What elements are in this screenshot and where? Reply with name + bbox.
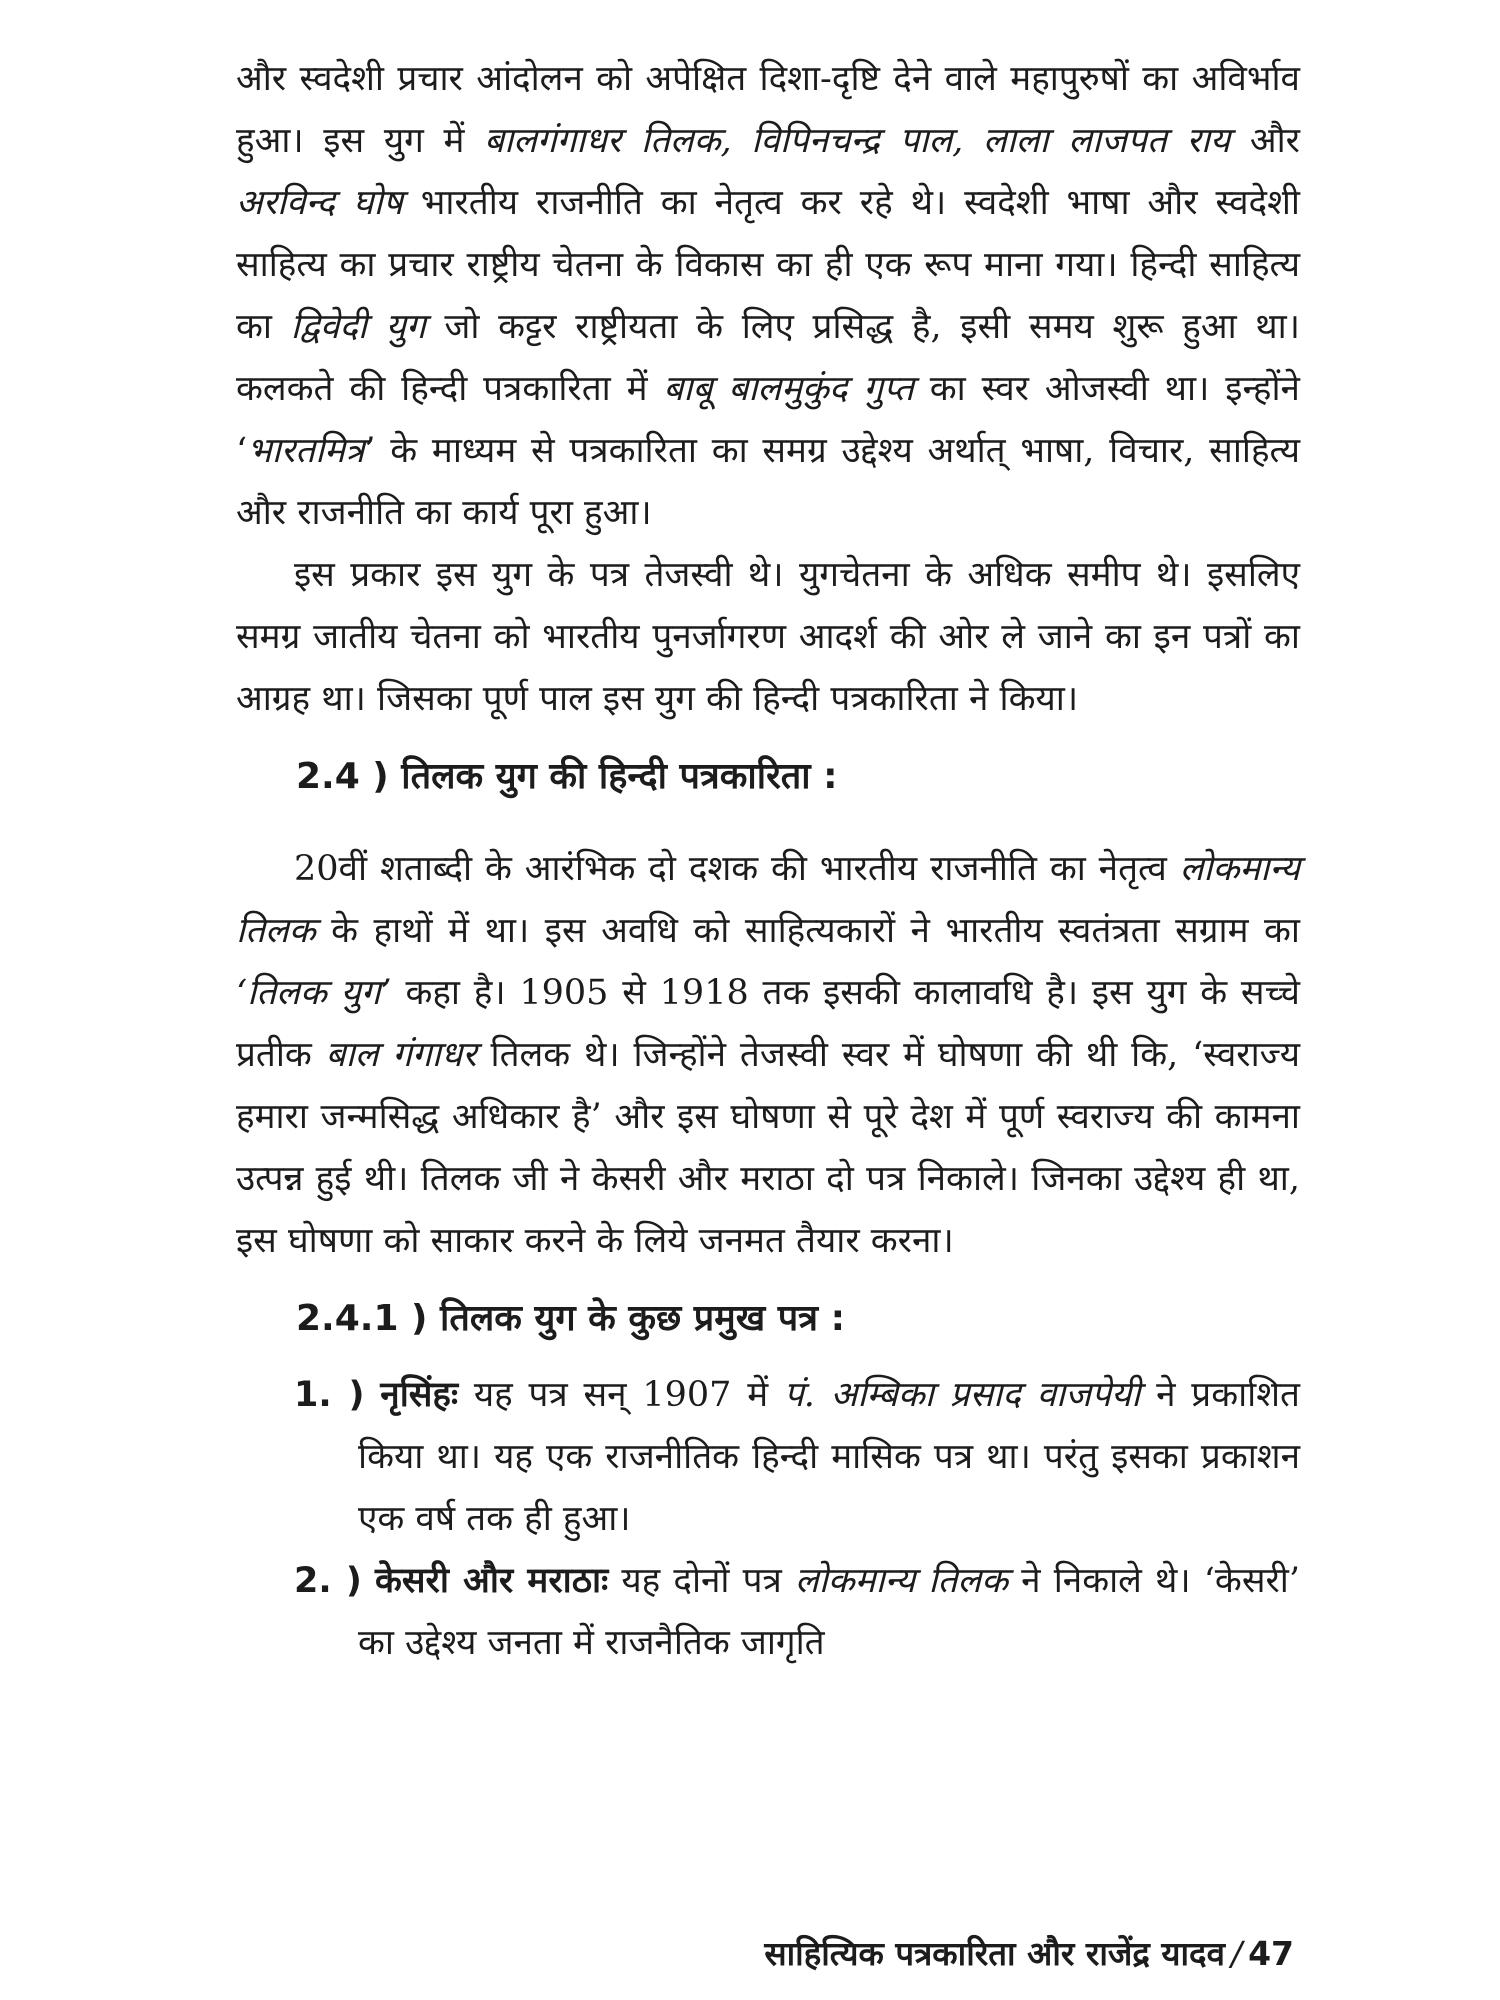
italic-name: लोकमान्य तिलक bbox=[794, 1561, 1009, 1601]
paragraph-3 bbox=[236, 838, 1300, 1272]
paragraph-1 bbox=[236, 48, 1300, 544]
text-run: जो कट्टर राष्ट्रीयता के लिए प्रसिद्ध है, इसी समय शुरू हुआ था। कलकते की हिन्दी पत्रकारिता में bbox=[236, 307, 1301, 409]
footer-separator: / bbox=[1230, 1934, 1243, 1973]
italic-publication: भारतमित्र bbox=[247, 431, 365, 471]
text-run: के हाथों में था। इस अवधि को साहित्यकारों ने भारतीय स्वतंत्रता सग्राम का bbox=[315, 911, 1300, 951]
text-run: कहा है। 1905 से 1918 तक इसकी कालावधि है। इस युग के सच्चे प्रतीक bbox=[236, 973, 1301, 1075]
paragraph-2: इस प्रकार इस युग के पत्र तेजस्वी थे। युगचेतना के अधिक समीप थे। इसलिए समग्र जातीय चेतना को भारतीय पुनर्जागरण आदर्श की ओर ले जाने का इन पत्रों का आग्रह था। जिसका पूर्ण पाल इस युग की हिन्दी पत्रकारिता ने किया। bbox=[236, 555, 1300, 719]
italic-name: बाल गंगाधर bbox=[325, 1035, 477, 1075]
list-item-2 bbox=[236, 1550, 1300, 1674]
italic-era: ‘तिलक युग’ bbox=[236, 973, 392, 1013]
text-run: का स्वर ओजस्वी था। इन्होंने ‘ bbox=[236, 369, 1300, 471]
list-term: नृसिंहः bbox=[380, 1374, 459, 1415]
italic-name: लोकमान्य तिलक bbox=[236, 849, 1300, 951]
section-heading-2-4: 2.4 ) तिलक युग की हिन्दी पत्रकारिता : bbox=[296, 756, 838, 797]
page-number: 47 bbox=[1248, 1934, 1294, 1973]
text-run: और bbox=[1230, 121, 1300, 161]
page-footer bbox=[764, 1934, 1294, 1974]
list-number: 1. ) bbox=[294, 1375, 365, 1415]
text-run: तिलक थे। जिन्होंने तेजस्वी स्वर में घोषणा की थी कि, ‘स्वराज्य हमारा जन्मसिद्ध अधिकार है’ और इस घोषणा से पूरे देश में पूर्ण स्वराज्य की कामना उत्पन्न हुई थी। तिलक जी ने केसरी और मराठा दो पत्र निकाले। जिनका उद्देश्य ही था, इस घोषणा को साकार करने के लिये जनमत तैयार करना। bbox=[236, 1035, 1300, 1261]
text-run: यह दोनों पत्र bbox=[608, 1561, 795, 1601]
text-run: ने निकाले थे। ‘केसरी’ का उद्देश्य जनता में राजनैतिक जागृति bbox=[358, 1561, 1300, 1663]
list-item-1 bbox=[236, 1364, 1300, 1550]
section-heading-2-4-1: 2.4.1 ) तिलक युग के कुछ प्रमुख पत्र : bbox=[296, 1298, 845, 1339]
list-term: केसरी और मराठाः bbox=[374, 1560, 609, 1601]
text-run: ने प्रकाशित किया था। यह एक राजनीतिक हिन्दी मासिक पत्र था। परंतु इसका प्रकाशन एक वर्ष तक ही हुआ। bbox=[358, 1375, 1300, 1539]
text-run: और स्वदेशी प्रचार आंदोलन को अपेक्षित दिशा-दृष्टि देने वाले महापुरुषों का अविर्भाव हुआ। इस युग में bbox=[236, 59, 1300, 161]
text-run: भारतीय राजनीति का नेतृत्व कर रहे थे। स्वदेशी भाषा और स्वदेशी साहित्य का प्रचार राष्ट्रीय चेतना के विकास का ही एक रूप माना गया। हिन्दी साहित्य का bbox=[236, 183, 1300, 347]
text-run: 20वीं शताब्दी के आरंभिक दो दशक की भारतीय राजनीति का नेतृत्व bbox=[294, 849, 1180, 889]
text-run: यह पत्र सन् 1907 में bbox=[458, 1375, 784, 1415]
list-number: 2. ) bbox=[294, 1561, 362, 1601]
italic-names: बालगंगाधर तिलक, विपिनचन्द्र पाल, लाला लाजपत राय bbox=[484, 121, 1231, 161]
italic-name: बाबू बालमुकुंद गुप्त bbox=[663, 369, 914, 409]
page-body bbox=[236, 48, 1300, 1674]
italic-name: अरविन्द घोष bbox=[236, 183, 403, 223]
text-run: ’ के माध्यम से पत्रकारिता का समग्र उद्देश्य अर्थात् भाषा, विचार, साहित्य और राजनीति का कार्य पूरा हुआ। bbox=[236, 431, 1300, 533]
running-title: साहित्यिक पत्रकारिता और राजेंद्र यादव bbox=[764, 1934, 1225, 1973]
italic-name: पं. अम्बिका प्रसाद वाजपेयी bbox=[783, 1375, 1141, 1415]
italic-era: द्विवेदी युग bbox=[290, 307, 426, 347]
